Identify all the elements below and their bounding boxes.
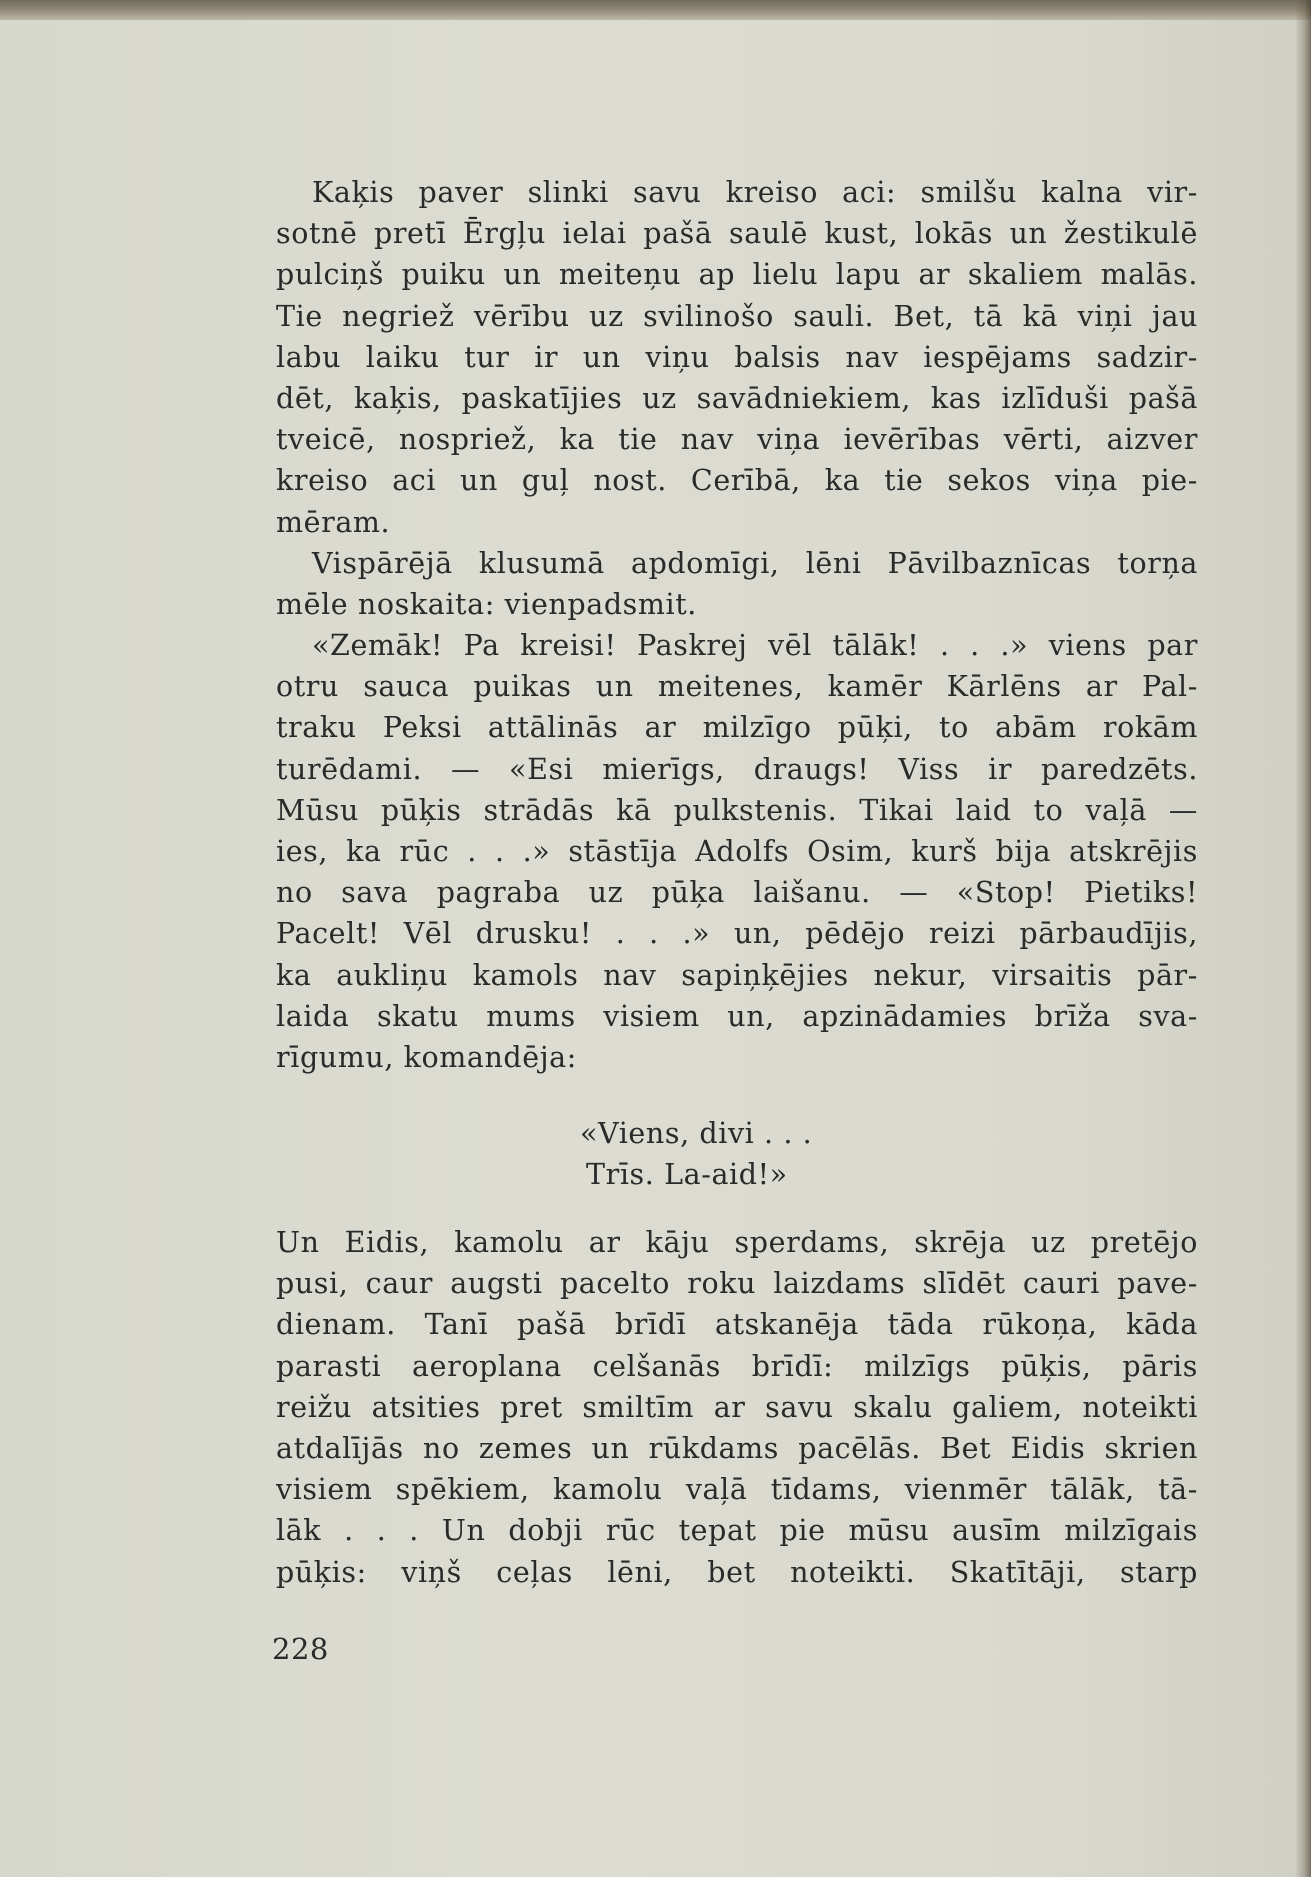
verse-line: Trīs. La-aid!» [586,1158,788,1192]
text-line: dienam. Tanī pašā brīdī atskanēja tāda rūkoņa, kāda [276,1308,1198,1342]
text-line: Tie negriež vērību uz svilinošo sauli. Bet, tā kā viņi jau [276,299,1198,333]
text-line: Un Eidis, kamolu ar kāju sperdams, skrēja uz pretējo [276,1226,1198,1259]
text-line: turēdami. — «Esi mierīgs, draugs! Viss ir paredzēts. [276,752,1198,786]
text-line: labu laiku tur ir un viņu balsis nav iespējams sadzir- [276,340,1198,374]
text-line: kreiso aci un guļ nost. Cerībā, ka tie sekos viņa pie- [276,464,1198,498]
text-block-lower [276,1222,1198,1593]
text-line: Mūsu pūķis strādās kā pulkstenis. Tikai laid to vaļā — [276,793,1198,827]
text-line: mēle noskaita: vienpadsmit. [276,587,697,621]
text-line: mēram. [276,505,391,539]
text-line: Pacelt! Vēl drusku! . . .» un, pēdējo reizi pārbaudījis, [276,917,1198,951]
text-line: laida skatu mums visiem un, apzinādamies brīža sva- [276,999,1198,1033]
page-top-edge [0,0,1311,20]
text-line: «Zemāk! Pa kreisi! Paskrej vēl tālāk! . . .» viens par [312,629,1198,663]
text-line: ka aukliņu kamols nav sapiņķējies nekur, virsaitis pār- [276,958,1198,992]
text-line: no sava pagraba uz pūķa laišanu. — «Stop! Pietiks! [276,876,1198,910]
text-line: ies, ka rūc . . .» stāstīja Adolfs Osim, kurš bija atskrējis [276,835,1198,868]
text-line: pūķis: viņš ceļas lēni, bet noteikti. Skatītāji, starp [276,1555,1198,1589]
verse-line: «Viens, divi . . . [580,1117,813,1150]
page-right-edge [1295,0,1311,1877]
text-line: rīgumu, komandēja: [276,1040,577,1074]
text-line: Kaķis paver slinki savu kreiso aci: smilšu kalna vir- [312,176,1198,209]
verse-block [580,1113,980,1195]
text-line: sotnē pretī Ērgļu ielai pašā saulē kust, lokās un žestikulē [276,217,1198,251]
text-line: visiem spēkiem, kamolu vaļā tīdams, vienmēr tālāk, tā- [276,1473,1198,1507]
page-number: 228 [272,1632,329,1666]
text-line: parasti aeroplana celšanās brīdī: milzīgs pūķis, pāris [276,1349,1198,1383]
text-line: pusi, caur augsti pacelto roku laizdams slīdēt cauri pave- [276,1267,1198,1301]
text-line: Vispārējā klusumā apdomīgi, lēni Pāvilbaznīcas torņa [312,546,1198,580]
text-block-upper [276,172,1198,1078]
text-line: traku Peksi attālinās ar milzīgo pūķi, to abām rokām [276,711,1198,745]
text-line: lāk . . . Un dobji rūc tepat pie mūsu ausīm milzīgais [276,1514,1198,1548]
text-line: atdalījās no zemes un rūkdams pacēlās. Bet Eidis skrien [276,1431,1198,1465]
text-line: pulciņš puiku un meiteņu ap lielu lapu ar skaliem malās. [276,258,1198,292]
text-line: reižu atsities pret smiltīm ar savu skalu galiem, noteikti [276,1390,1198,1424]
text-line: dēt, kaķis, paskatījies uz savādniekiem, kas izlīduši pašā [276,381,1198,415]
text-line: tveicē, nospriež, ka tie nav viņa ievērības vērti, aizver [276,423,1198,457]
text-line: otru sauca puikas un meitenes, kamēr Kārlēns ar Pal- [276,670,1198,704]
